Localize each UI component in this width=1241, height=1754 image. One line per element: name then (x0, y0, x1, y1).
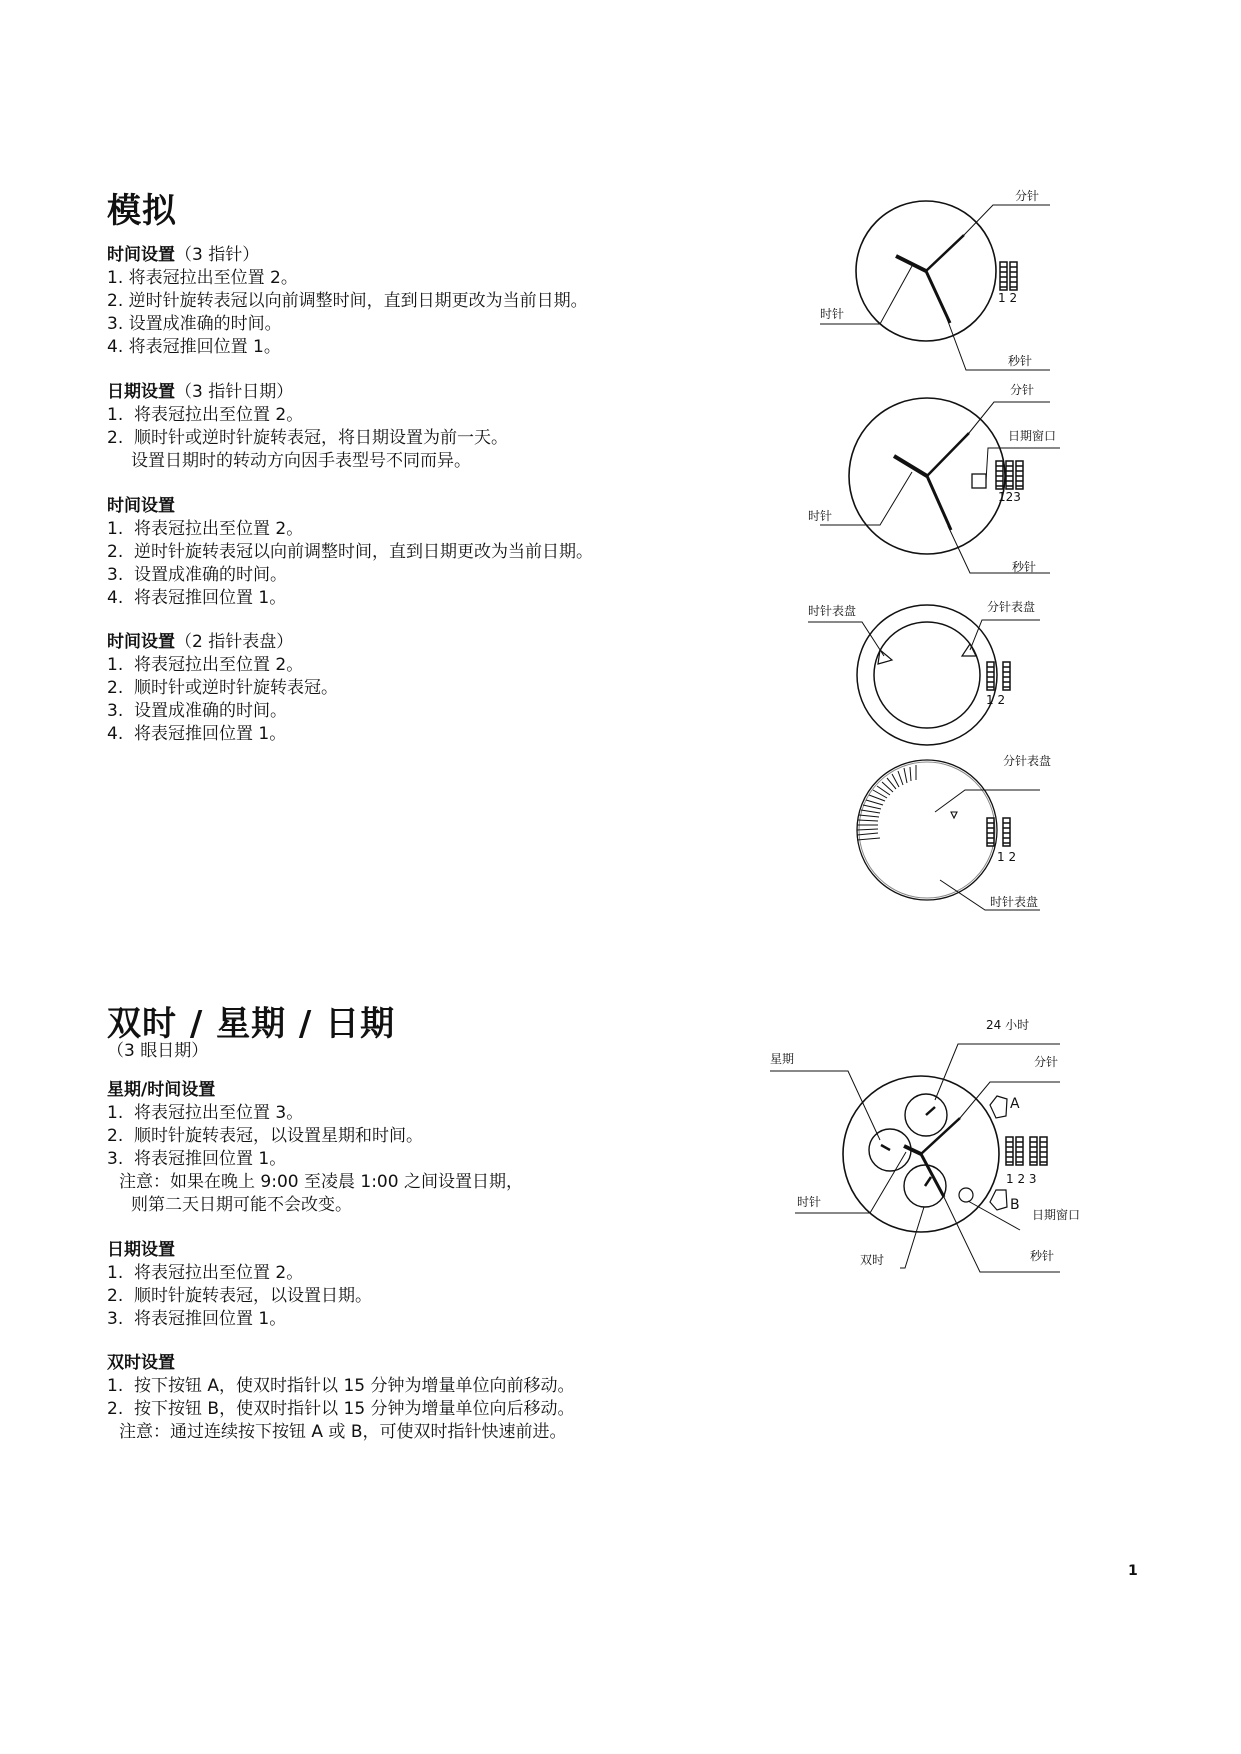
diagram-analog-date (808, 382, 1060, 574)
leader-line (808, 622, 884, 656)
label-weekday: 星期 (770, 1052, 795, 1066)
subdial-hand (881, 1145, 890, 1150)
instruction-line: 4. 将表冠推回位置 1。 (107, 588, 287, 608)
crown-positions (1006, 1137, 1047, 1165)
instruction-line: 2. 顺时针旋转表冠，以设置日期。 (107, 1286, 373, 1306)
leader-line (964, 205, 1050, 235)
instruction-line: 1. 将表冠拉出至位置 2。 (107, 655, 304, 675)
note-line: 注意：通过连续按下按钮 A 或 B，可使双时指针快速前进。 (119, 1422, 567, 1442)
group-heading: 时间设置 (107, 496, 175, 516)
label-date-window: 日期窗口 (1008, 429, 1057, 443)
instruction-line: 3. 设置成准确的时间。 (107, 701, 288, 721)
label-second-hand: 秒针 (1012, 560, 1037, 574)
leader-line (770, 1071, 880, 1140)
label-second-hand: 秒针 (1030, 1249, 1055, 1263)
second-hand (921, 1154, 944, 1197)
group-heading: 时间设置 (107, 245, 175, 265)
second-hand (926, 271, 950, 323)
leader-line (935, 1044, 1060, 1100)
group-heading: 时间设置 (107, 632, 175, 652)
label-date-window: 日期窗口 (1032, 1208, 1081, 1222)
scale-hatching (857, 765, 916, 840)
leader-line (820, 472, 912, 525)
label-hour-disc: 时针表盘 (808, 604, 857, 618)
group-heading: 星期/时间设置 (107, 1080, 216, 1100)
second-hand (927, 476, 951, 530)
crown-positions (1000, 262, 1017, 290)
hour-hand (894, 456, 927, 476)
instruction-line: 1. 按下按钮 A，使双时指针以 15 分钟为增量单位向前移动。 (107, 1376, 575, 1396)
instruction-line: 设置日期时的转动方向因手表型号不同而异。 (131, 451, 471, 471)
note-line: 则第二天日期可能不会改变。 (131, 1195, 352, 1215)
diagram-dualtime (770, 1017, 1080, 1272)
minute-hand (927, 433, 969, 476)
leader-line (970, 620, 1040, 650)
instruction-line: 3. 设置成准确的时间。 (107, 565, 288, 585)
label-minute-hand: 分针 (1034, 1055, 1059, 1069)
minute-marker (951, 812, 957, 818)
group-heading: 日期设置 (107, 1240, 175, 1260)
instruction-line: 1. 将表冠拉出至位置 3。 (107, 1103, 304, 1123)
group-heading: 日期设置 (107, 382, 175, 402)
label-hour-hand: 时针 (797, 1195, 822, 1209)
instruction-line: 3. 将表冠推回位置 1。 (107, 1149, 287, 1169)
crown-positions (987, 818, 1010, 846)
instruction-line: 2. 顺时针或逆时针旋转表冠。 (107, 678, 339, 698)
section-title-dualtime: 双时 / 星期 / 日期 (107, 1004, 396, 1044)
instruction-line: 4. 将表冠推回位置 1。 (107, 337, 281, 357)
subdial-hand (926, 1107, 935, 1115)
label-minute-hand: 分针 (1015, 189, 1040, 203)
pusher-a (990, 1096, 1007, 1118)
hour-hand (904, 1146, 921, 1154)
note-line: 注意：如果在晚上 9:00 至凌晨 1:00 之间设置日期， (119, 1172, 523, 1192)
group-heading-note: （2 指针表盘） (175, 632, 294, 652)
instruction-line: 3. 设置成准确的时间。 (107, 314, 282, 334)
instruction-line: 1. 将表冠拉出至位置 2。 (107, 519, 304, 539)
label-crown-positions: 1 2 (998, 291, 1018, 305)
label-second-hand: 秒针 (1008, 354, 1033, 368)
label-hour-disc: 时针表盘 (990, 895, 1039, 909)
label-minute-disc: 分针表盘 (987, 600, 1036, 614)
label-hour-hand: 时针 (820, 307, 845, 321)
inner-ring (859, 762, 995, 898)
instruction-line: 2. 按下按钮 B，使双时指针以 15 分钟为增量单位向后移动。 (107, 1399, 575, 1419)
diagram-2hand-disc (808, 599, 1040, 745)
instruction-line: 1. 将表冠拉出至位置 2。 (107, 405, 304, 425)
label-minute-disc: 分针表盘 (1003, 754, 1052, 768)
label-crown-positions: 123 (998, 490, 1021, 504)
label-button-a: A (1010, 1096, 1020, 1112)
instruction-line: 1. 将表冠拉出至位置 2。 (107, 1263, 304, 1283)
label-button-b: B (1010, 1197, 1020, 1213)
label-minute-hand: 分针 (1010, 383, 1035, 397)
inner-ring (874, 622, 980, 728)
section-subtitle: （3 眼日期） (107, 1041, 209, 1061)
diagram-2hand-scale (857, 753, 1051, 910)
instruction-line: 2. 逆时针旋转表冠以向前调整时间，直到日期更改为当前日期。 (107, 291, 588, 311)
date-window (972, 474, 986, 488)
diagram-analog-3hands (820, 188, 1050, 370)
group-heading-note: （3 指针） (175, 245, 260, 265)
group-heading: 双时设置 (107, 1353, 175, 1373)
date-window (959, 1188, 973, 1202)
crown-positions (996, 461, 1023, 489)
instruction-line: 2. 顺时针或逆时针旋转表冠，将日期设置为前一天。 (107, 428, 509, 448)
pusher-b (990, 1190, 1007, 1210)
leader-line (946, 316, 1050, 370)
instruction-line: 4. 将表冠推回位置 1。 (107, 724, 287, 744)
subdial-hand (925, 1177, 931, 1186)
crown-positions (987, 662, 1010, 690)
label-crown-positions: 1 2 3 (1006, 1172, 1037, 1186)
page-number: 1 (1128, 1563, 1138, 1579)
section-title-analog: 模拟 (107, 191, 177, 231)
label-24h: 24 小时 (986, 1018, 1030, 1032)
instruction-line: 2. 逆时针旋转表冠以向前调整时间，直到日期更改为当前日期。 (107, 542, 594, 562)
leader-line (900, 1207, 924, 1268)
hour-marker (878, 650, 892, 664)
label-hour-hand: 时针 (808, 509, 833, 523)
leader-line (935, 790, 1040, 812)
outer-ring (857, 760, 997, 900)
instruction-line: 3. 将表冠推回位置 1。 (107, 1309, 287, 1329)
minute-hand (926, 235, 964, 271)
instruction-line: 2. 顺时针旋转表冠，以设置星期和时间。 (107, 1126, 424, 1146)
instruction-line: 1. 将表冠拉出至位置 2。 (107, 268, 298, 288)
group-heading-note: （3 指针日期） (175, 382, 294, 402)
label-crown-positions: 1 2 (986, 693, 1006, 707)
label-dualtime: 双时 (860, 1253, 885, 1267)
outer-ring (857, 605, 997, 745)
label-crown-positions: 1 2 (997, 850, 1017, 864)
